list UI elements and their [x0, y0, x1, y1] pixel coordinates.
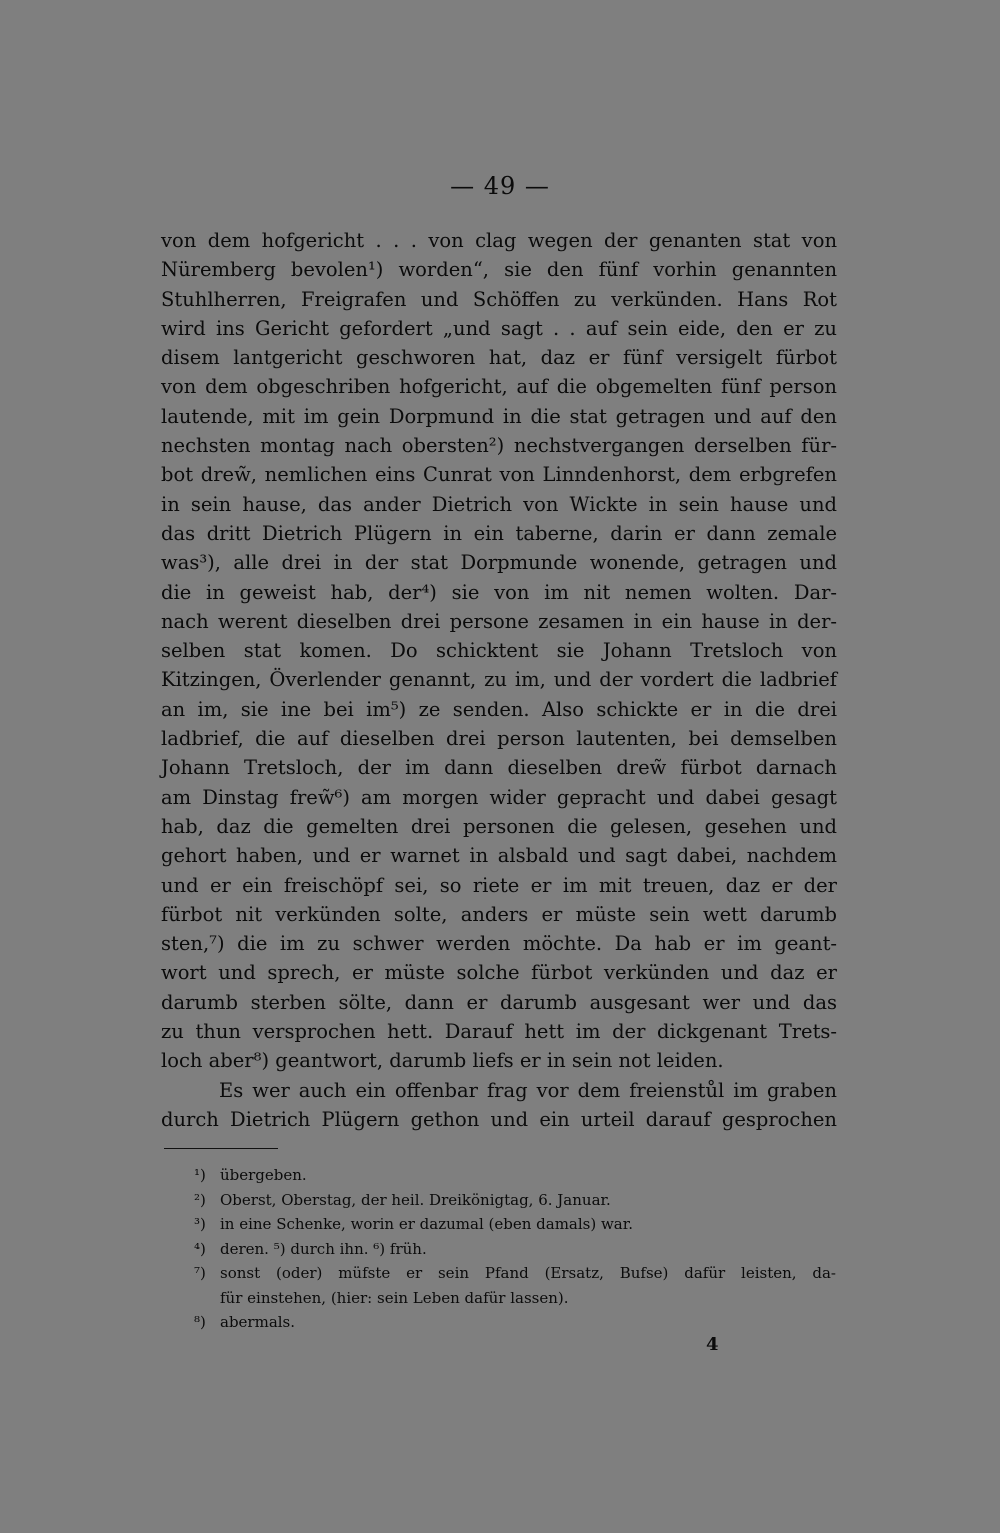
footnote-text: in eine Schenke, worin er dazumal (eben damals) war.: [220, 1215, 634, 1233]
text-line: wort und sprech, er müste solche fürbot verkünden und daz er: [161, 961, 837, 985]
text-line: nechsten montag nach obersten²) nechstvergangen derselben für-: [161, 434, 837, 458]
text-line: durch Dietrich Plügern gethon und ein urteil darauf gesprochen: [161, 1107, 837, 1131]
text-line: darumb sterben sölte, dann er darumb ausgesant wer und das: [161, 990, 837, 1014]
text-line: selben stat komen. Do schicktent sie Johann Tretsloch von: [161, 639, 837, 663]
text-line: ladbrief, die auf dieselben drei person lautenten, bei demselben: [161, 727, 837, 751]
footnote-continuation: [196, 1286, 836, 1311]
text-line: Es wer auch ein offenbar frag vor dem freienstůl im graben: [219, 1078, 837, 1102]
text-line: loch aber⁸) geantwort, darumb liefs er in sein not leiden.: [161, 1049, 724, 1073]
text-line: hab, daz die gemelten drei personen die gelesen, gesehen und: [161, 814, 837, 838]
text-line: disem lantgericht geschworen hat, daz er fünf versigelt fürbot: [161, 346, 837, 370]
text-line: lautende, mit im gein Dorpmund in die stat getragen und auf den: [161, 404, 837, 428]
text-line: was³), alle drei in der stat Dorpmunde wonende, getragen und: [161, 551, 837, 575]
page-number: — 49 —: [450, 172, 550, 200]
footnote: [196, 1212, 836, 1237]
text-line: nach werent dieselben drei persone zesamen in ein hause in der-: [161, 609, 837, 633]
footnote-divider: [164, 1148, 278, 1149]
text-line: Kitzingen, Överlender genannt, zu im, und der vordert die ladbrief: [161, 668, 837, 692]
text-line: Nüremberg bevolen¹) worden“, sie den fünf vorhin genannten: [161, 258, 837, 282]
footnote: [196, 1310, 836, 1335]
text-line: Johann Tretsloch, der im dann dieselben drew̃ fürbot darnach: [161, 756, 837, 780]
text-line: sten,⁷) die im zu schwer werden möchte. Da hab er im geant-: [161, 932, 837, 956]
footnote-marker: ²): [194, 1190, 206, 1209]
text-line: in sein hause, das ander Dietrich von Wickte in sein hause und: [161, 492, 837, 516]
sheet-signature: 4: [706, 1334, 719, 1355]
main-text-block: [161, 226, 837, 1134]
footnote-marker: ³): [194, 1215, 206, 1233]
footnote: [196, 1261, 836, 1286]
text-line: gehort haben, und er warnet in alsbald und sagt dabei, nachdem: [161, 844, 837, 868]
footnote-text: für einstehen, (hier: sein Leben dafür lassen).: [220, 1288, 569, 1307]
footnote-marker: ¹): [194, 1166, 206, 1184]
text-line: bot drew̃, nemlichen eins Cunrat von Linndenhorst, dem erbgrefen: [161, 463, 837, 487]
footnote: [196, 1188, 836, 1213]
footnote: [196, 1163, 836, 1188]
text-line: das dritt Dietrich Plügern in ein taberne, darin er dann zemale: [161, 521, 837, 545]
text-line: Stuhlherren, Freigrafen und Schöffen zu verkünden. Hans Rot: [161, 287, 837, 311]
text-line: und er ein freischöpf sei, so riete er im mit treuen, daz er der: [161, 873, 837, 897]
text-line: die in geweist hab, der⁴) sie von im nit nemen wolten. Dar-: [161, 580, 837, 604]
text-line: fürbot nit verkünden solte, anders er müste sein wett darumb: [161, 902, 837, 926]
text-line: von dem obgeschriben hofgericht, auf die obgemelten fünf person: [161, 375, 837, 399]
text-line: von dem hofgericht . . . von clag wegen der genanten stat von: [161, 229, 837, 252]
footnotes: [196, 1163, 836, 1335]
footnote-text: sonst (oder) müfste er sein Pfand (Ersatz, Bufse) dafür leisten, da-: [220, 1264, 836, 1282]
footnote: [196, 1237, 836, 1262]
footnote-text: abermals.: [220, 1313, 296, 1331]
footnote-marker: ⁷): [194, 1264, 206, 1282]
text-line: wird ins Gericht gefordert „und sagt . . auf sein eide, den er zu: [161, 316, 837, 340]
footnote-marker: ⁸): [194, 1313, 206, 1331]
footnote-marker: ⁴): [194, 1239, 206, 1258]
footnote-text: übergeben.: [220, 1166, 307, 1184]
footnote-text: Oberst, Oberstag, der heil. Dreikönigtag, 6. Januar.: [220, 1190, 611, 1209]
text-line: am Dinstag frew̃⁶) am morgen wider gepracht und dabei gesagt: [161, 785, 837, 809]
footnote-text: deren. ⁵) durch ihn. ⁶) früh.: [220, 1239, 427, 1258]
text-line: zu thun versprochen hett. Darauf hett im der dickgenant Trets-: [161, 1020, 837, 1044]
text-line: an im, sie ine bei im⁵) ze senden. Also schickte er in die drei: [161, 697, 837, 721]
